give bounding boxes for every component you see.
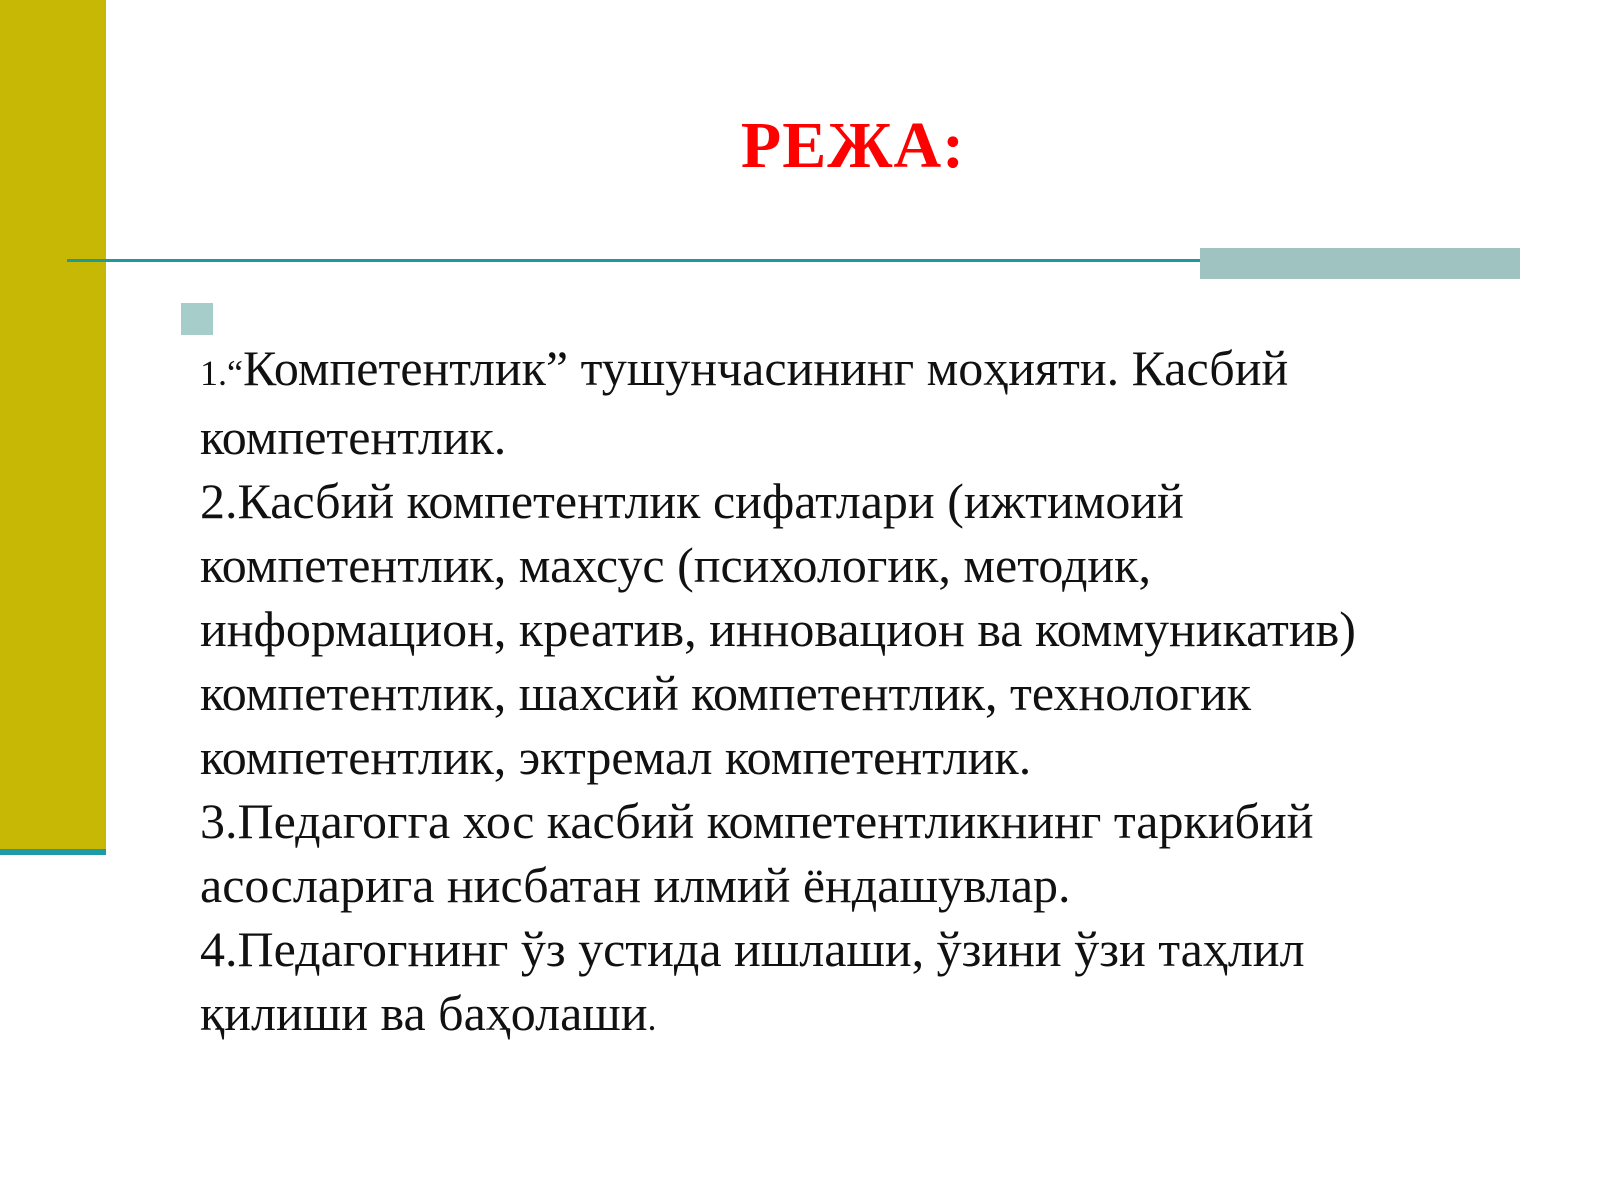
left-accent-bar-underline [0, 849, 106, 855]
plan-item-1-text: Компетентлик” тушунчасининг моҳияти. Касбий компетентлик. [200, 340, 1289, 465]
plan-item-4-period: . [647, 998, 657, 1038]
plan-item-3: 3.Педагогга хос касбий компетентликнинг таркибий асосларига нисбатан илмий ёндашувлар. [200, 793, 1314, 913]
plan-item-4-text: 4.Педагогнинг ўз устида ишлаши, ўзини ўзи таҳлил қилиши ва баҳолаши [200, 921, 1305, 1041]
plan-item-1-number: 1. [200, 353, 227, 393]
title-divider-block [1200, 248, 1520, 279]
bullet-square-icon [181, 303, 213, 335]
left-accent-bar [0, 0, 106, 852]
plan-item-1 [200, 336, 1460, 469]
plan-item-4 [200, 917, 1460, 1050]
slide-title: РЕЖА: [740, 109, 966, 182]
plan-item-2: 2.Касбий компетентлик сифатлари (ижтимоий компетентлик, махсус (психологик, методик, информацион, креатив, инновацион ва коммуникатив) компетентлик, шахсий компетентлик, технологик компетентлик, эктремал компетентлик. [200, 473, 1356, 785]
plan-list [200, 336, 1460, 1050]
plan-item-1-open-quote: “ [227, 353, 243, 393]
